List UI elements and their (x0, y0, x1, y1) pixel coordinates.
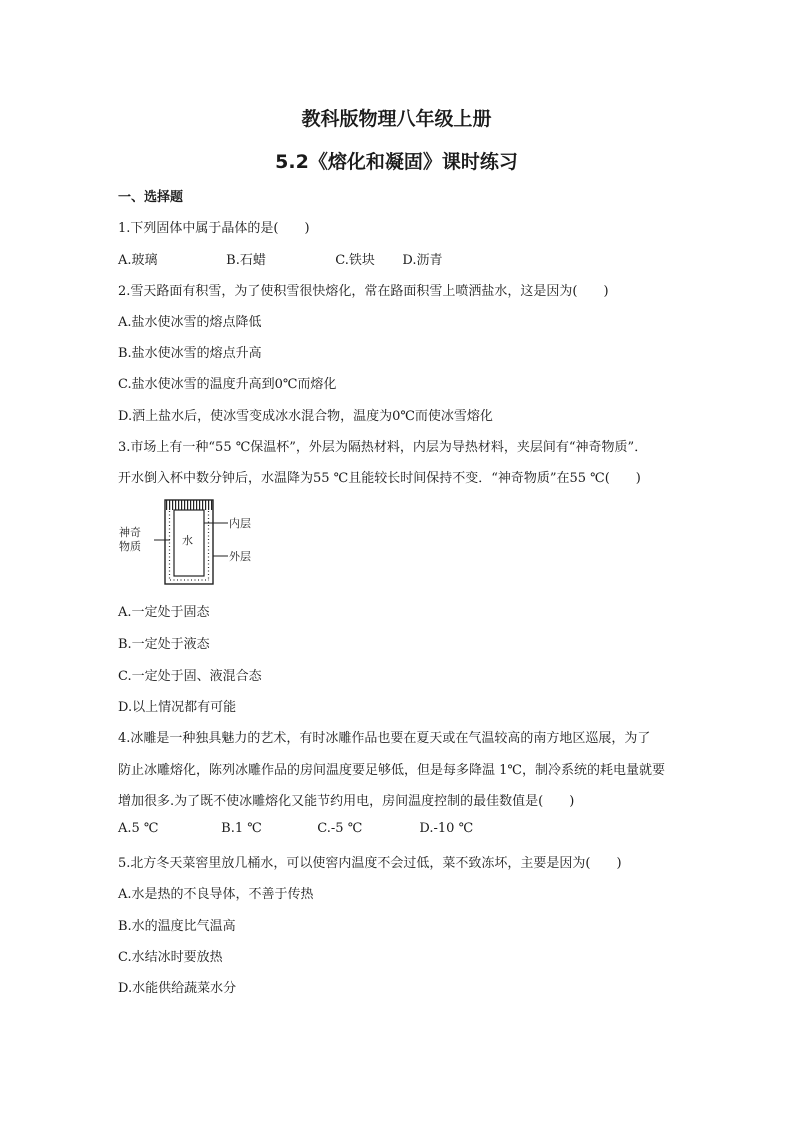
question-1-options (118, 249, 443, 268)
question-4-options (118, 821, 473, 836)
question-5-option-c: C.水结冰时要放热 (118, 950, 223, 965)
inner-layer-label: 内层 (229, 517, 251, 530)
question-1-stem: 1.下列固体中属于晶体的是( ) (118, 221, 310, 236)
question-3-option-b: B.一定处于液态 (118, 637, 210, 652)
section-heading: 一、选择题 (118, 190, 184, 205)
outer-layer-label: 外层 (229, 550, 251, 563)
question-2-option-b: B.盐水使冰雪的熔点升高 (118, 346, 262, 361)
question-5-option-d: D.水能供给蔬菜水分 (118, 981, 237, 996)
question-4-stem-line-2: 防止冰雕熔化，陈列冰雕作品的房间温度要足够低，但是每多降温 1℃，制冷系统的耗电量就要 (118, 763, 665, 778)
material-label-line-1: 神奇 (119, 526, 141, 539)
question-2-option-c: C.盐水使冰雪的温度升高到0℃而熔化 (118, 377, 337, 392)
document-subtitle: 5.2《熔化和凝固》课时练习 (275, 151, 518, 173)
question-4-stem-line-3: 增加很多.为了既不使冰雕熔化又能节约用电，房间温度控制的最佳数值是( ) (118, 794, 575, 809)
question-5-option-a: A.水是热的不良导体，不善于传热 (118, 887, 314, 902)
water-label: 水 (182, 534, 193, 547)
material-label-line-2: 物质 (119, 540, 141, 553)
insulated-cup-diagram (118, 498, 268, 594)
option-b: B.1 ℃ (221, 821, 262, 836)
option-a: A.5 ℃ (118, 821, 159, 836)
option-c: C.-5 ℃ (317, 821, 363, 836)
option-b: B.石蜡 (226, 253, 266, 268)
question-3-option-a: A.一定处于固态 (118, 605, 210, 620)
question-2-option-d: D.洒上盐水后，使冰雪变成冰水混合物，温度为0℃而使冰雪熔化 (118, 409, 493, 424)
question-5-option-b: B.水的温度比气温高 (118, 919, 236, 934)
lid-hatching (165, 500, 213, 510)
option-d: D.沥青 (402, 253, 443, 268)
option-a: A.玻璃 (118, 253, 158, 268)
option-d: D.-10 ℃ (419, 821, 474, 836)
question-2-stem: 2.雪天路面有积雪，为了使积雪很快熔化，常在路面积雪上喷洒盐水，这是因为( ) (118, 284, 609, 299)
question-4-stem-line-1: 4.冰雕是一种独具魅力的艺术，有时冰雕作品也要在夏天或在气温较高的南方地区巡展，为了 (118, 731, 651, 746)
question-3-option-c: C.一定处于固、液混合态 (118, 669, 262, 684)
question-3-stem-line-1: 3.市场上有一种“55 ℃保温杯”，外层为隔热材料，内层为导热材料，夹层间有“神奇物质”． (118, 440, 648, 455)
question-5-stem: 5.北方冬天菜窖里放几桶水，可以使窖内温度不会过低，菜不致冻坏，主要是因为( ) (118, 856, 622, 871)
document-title: 教科版物理八年级上册 (301, 108, 492, 130)
option-c: C.铁块 (335, 253, 375, 268)
question-2-option-a: A.盐水使冰雪的熔点降低 (118, 315, 262, 330)
question-3-option-d: D.以上情况都有可能 (118, 700, 237, 715)
question-3-stem-line-2: 开水倒入杯中数分钟后，水温降为55 ℃且能较长时间保持不变．“神奇物质”在55 ℃( ) (118, 471, 641, 486)
